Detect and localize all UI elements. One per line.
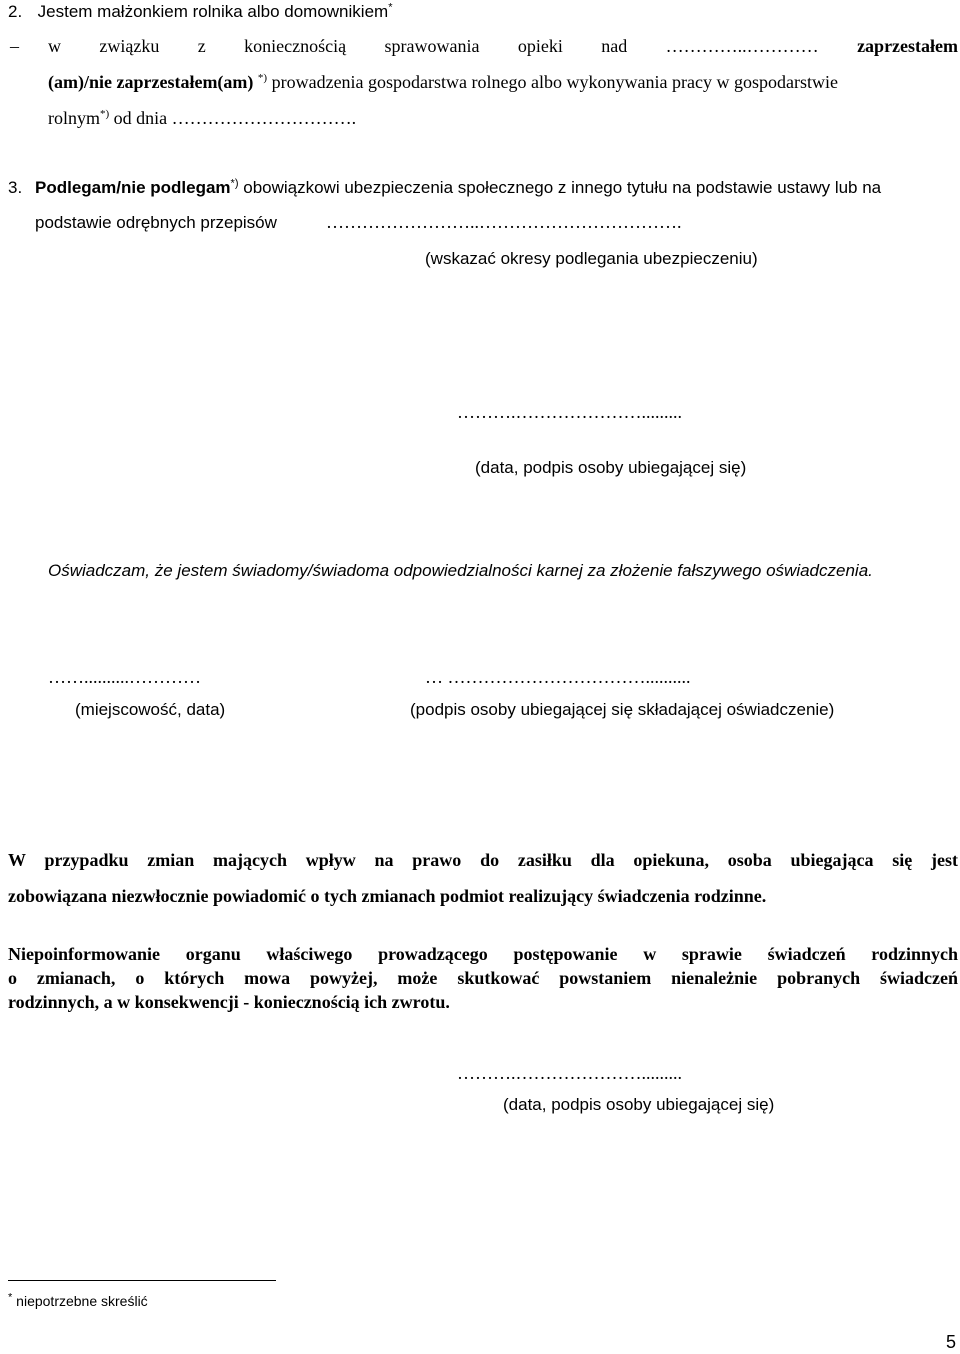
declaration-text: Oświadczam, że jestem świadomy/świadoma odpowiedzialności karnej za złożenie fałszywego oświadczenia. [48, 561, 873, 580]
notice-2-line-3: rodzinnych, a w konsekwencji - koniecznością ich zwrotu. [8, 992, 450, 1012]
item-3-number: 3. [8, 178, 23, 197]
notice-1-line-2: zobowiązana niezwłocznie powiadomić o tych zmianach podmiot realizujący świadczenia rodzinne. [8, 886, 767, 906]
footnote-marker: *) [230, 177, 239, 190]
signature-dots: ……….…………………......... [457, 402, 682, 422]
insurance-periods-hint: (wskazać okresy podlegania ubezpieczeniu) [425, 249, 758, 268]
dash-item-text: w związku z koniecznością sprawowania opieki nad [48, 36, 628, 56]
signature-label: (data, podpis osoby ubiegającej się) [475, 458, 747, 477]
item-3-text: obowiązkowi ubezpieczenia społecznego z innego tytułu na podstawie ustawy lub na [243, 178, 882, 197]
date-field-label: od dnia …………………………. [113, 108, 357, 128]
dash-item-line-1 [48, 36, 958, 57]
item-3-line-1 [35, 178, 960, 198]
footnote-marker: * [8, 1291, 13, 1304]
footnote-text: niepotrzebne skreślić [16, 1293, 148, 1309]
notice-2-line-2: o zmianach, o których mowa powyżej, może skutkować powstaniem nienależnie pobranych świadczeń [8, 968, 958, 988]
dash-item-line-3 [48, 108, 356, 129]
signature-dots: … …………………………….......... [425, 667, 691, 687]
item-2 [8, 2, 392, 22]
dash-bullet: – [10, 36, 19, 56]
item-number: 2. [8, 2, 23, 21]
notice-1-line-1: W przypadku zmian mających wpływ na prawo do zasiłku dla opiekuna, osoba ubiegająca się jest [8, 850, 958, 870]
notice-2-line-1: Niepoinformowanie organu właściwego prowadzącego postępowanie w sprawie świadczeń rodzinnych [8, 944, 958, 964]
signature-dots: ……….…………………......... [457, 1063, 682, 1083]
footnote-marker: * [388, 1, 393, 14]
footnote [8, 1293, 148, 1309]
dash-item-bold: zaprzestałem [857, 36, 959, 56]
footnote-separator [8, 1280, 276, 1281]
signature-label: (data, podpis osoby ubiegającej się) [503, 1095, 775, 1114]
dash-item-text: prowadzenia gospodarstwa rolnego albo wykonywania pracy w gospodarstwie [271, 72, 838, 92]
item-text: Jestem małżonkiem rolnika albo domownikiem [37, 2, 389, 21]
dash-item-line-2 [48, 72, 958, 93]
place-date-label: (miejscowość, data) [75, 700, 226, 719]
dash-item-text: rolnym [48, 108, 100, 128]
dash-item-bold: (am)/nie zaprzestałem(am) [48, 72, 254, 92]
footnote-marker: *) [257, 72, 268, 84]
signature-label: (podpis osoby ubiegającej się składającej oświadczenie) [410, 700, 835, 719]
place-date-dots: ……..........………… [48, 667, 201, 687]
fill-in-dots: ……………………..……………………………. [326, 212, 682, 232]
item-3-line-2: podstawie odrębnych przepisów [35, 213, 277, 232]
fill-in-dots: …………..………… [665, 36, 819, 56]
page-number: 5 [946, 1332, 957, 1352]
footnote-marker: *) [100, 108, 110, 120]
item-3-bold: Podlegam/nie podlegam [35, 178, 231, 197]
